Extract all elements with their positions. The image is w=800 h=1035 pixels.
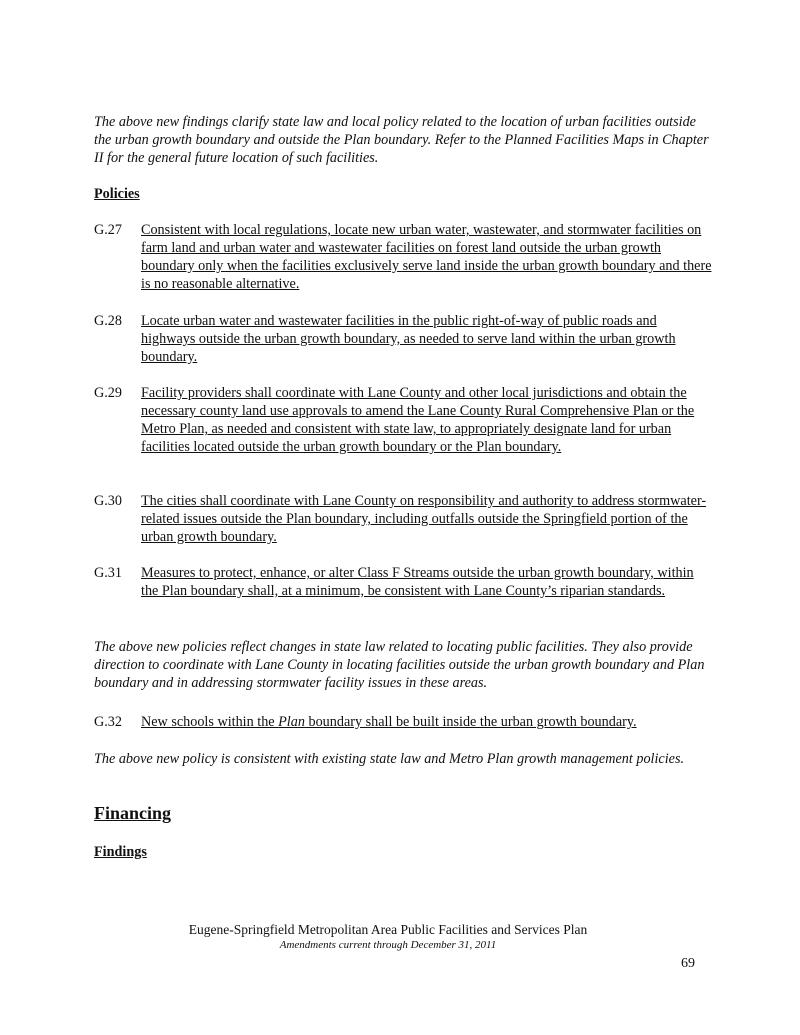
policy-number: G.30 — [94, 493, 122, 509]
policy-number: G.32 — [94, 714, 122, 730]
policy-text: New schools within the Plan boundary shall be built inside the urban growth boundary. — [141, 714, 637, 730]
policy-number: G.27 — [94, 222, 122, 238]
policy-g31 — [94, 564, 714, 600]
policy-text: Facility providers shall coordinate with Lane County and other local jurisdictions and obtain the necessary county land use approvals to amend the Lane County Rural Comprehensive Plan or the Metro Plan, as needed and consistent with state law, to appropriately designate land for urban facilities located outside the urban growth boundary or the Plan boundary. — [141, 385, 695, 455]
policy-number: G.28 — [94, 313, 122, 329]
policies-heading: Policies — [94, 186, 140, 202]
policy-g30 — [94, 492, 714, 546]
footer-title: Eugene-Springfield Metropolitan Area Public Facilities and Services Plan — [188, 922, 588, 937]
policy-number: G.29 — [94, 385, 122, 401]
policy-g28 — [94, 312, 714, 366]
policy-number: G.31 — [94, 565, 122, 581]
g32-paragraph: The above new policy is consistent with existing state law and Metro Plan growth management policies. — [94, 751, 685, 767]
policy-text: The cities shall coordinate with Lane County on responsibility and authority to address stormwater-related issues outside the Plan boundary, including outfalls outside the Springfield portion of the urban growth boundary. — [141, 493, 707, 545]
policies-paragraph: The above new policies reflect changes in state law related to locating public facilities. They also provide direction to coordinate with Lane County in locating facilities outside the urban growth boundary and Plan boundary and in addressing stormwater facility issues in these areas. — [94, 639, 705, 691]
policy-text: Locate urban water and wastewater facilities in the public right-of-way of public roads and highways outside the urban growth boundary, as needed to serve land within the urban growth boundary. — [141, 313, 676, 365]
footer-subtitle: Amendments current through December 31, 2011 — [279, 939, 497, 951]
policy-g27 — [94, 221, 714, 293]
policy-g29 — [94, 384, 714, 456]
findings-heading: Findings — [94, 844, 147, 860]
intro-paragraph: The above new findings clarify state law and local policy related to the location of urban facilities outside the urban growth boundary and outside the Plan boundary. Refer to the Planned Facilities Maps in Chapter II for the general future location of such facilities. — [94, 114, 709, 166]
page-number: 69 — [681, 956, 695, 971]
policy-text: Measures to protect, enhance, or alter Class F Streams outside the urban growth boundary, within the Plan boundary shall, at a minimum, be consistent with Lane County’s riparian standards. — [141, 565, 694, 599]
plan-italic: Plan — [278, 714, 305, 730]
policy-text: Consistent with local regulations, locate new urban water, wastewater, and stormwater facilities on farm land and urban water and wastewater facilities on forest land outside the urban growth boundary only when the facilities exclusively serve land inside the urban growth boundary and there is no reasonable alternative. — [141, 222, 712, 292]
policy-g32 — [94, 713, 714, 731]
financing-heading: Financing — [94, 803, 172, 823]
